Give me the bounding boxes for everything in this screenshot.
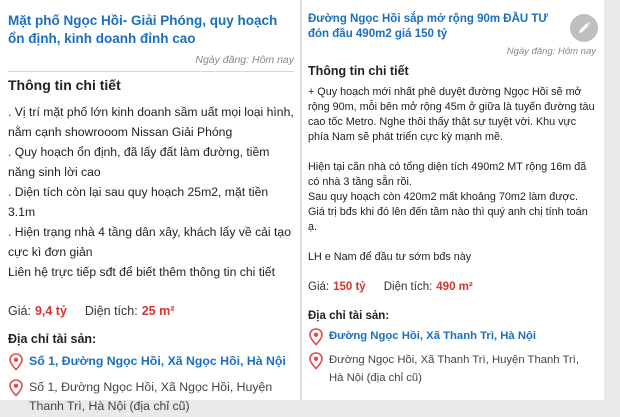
- edit-button[interactable]: [570, 14, 598, 42]
- address-heading: Địa chỉ tài sản:: [8, 332, 97, 347]
- section-title-details: Thông tin chi tiết: [308, 63, 409, 78]
- price-value: 9,4 tỷ: [34, 304, 67, 319]
- stats-row: [308, 281, 596, 293]
- description-line: Hiện tại căn nhà có tổng diện tích 490m2 MT rộng 16m đã có nhà 3 tầng sẵn rồi.: [308, 160, 587, 188]
- map-pin-icon: [308, 328, 324, 346]
- price-label: Giá:: [308, 280, 330, 293]
- address-current-text[interactable]: Đường Ngọc Hồi, Xã Thanh Trì, Hà Nội: [329, 329, 537, 342]
- map-pin-icon: [8, 379, 24, 397]
- address-old: [8, 378, 294, 417]
- description-line: . Hiện trạng nhà 4 tầng dân xây, khách lấy về cải tạo cực kì đơn giản: [8, 225, 291, 260]
- address-current-text[interactable]: Số 1, Đường Ngọc Hồi, Xã Ngọc Hồi, Hà Nội: [29, 354, 286, 369]
- map-pin-icon: [308, 352, 324, 370]
- description: [8, 102, 294, 282]
- posted-date: Ngày đăng: Hôm nay: [506, 45, 596, 57]
- description-line: LH e Nam để đầu tư sớm bđs này: [308, 250, 472, 263]
- address-old: [308, 351, 596, 387]
- description-line: . Quy hoạch ổn định, đã lấy đất làm đường, tiềm năng sinh lời cao: [8, 145, 270, 180]
- description-line: Giá trị bđs khi đó lên đến tầm nào thì quý anh chị tính toán ạ.: [308, 205, 588, 233]
- description-line: Liên hệ trực tiếp sđt để biết thêm thông tin chi tiết: [8, 265, 275, 280]
- address-old-text: Số 1, Đường Ngọc Hồi, Xã Ngọc Hồi, Huyện Thanh Trì, Hà Nội (địa chỉ cũ): [29, 379, 273, 414]
- listing-card-left[interactable]: [0, 0, 302, 414]
- page-edge: [604, 0, 620, 400]
- area-value: 490 m²: [436, 280, 473, 293]
- section-title-details: Thông tin chi tiết: [8, 77, 121, 94]
- description: [308, 85, 596, 265]
- description-line: . Vị trí mặt phố lớn kinh doanh sầm uất mọi loại hình, nằm cạnh showrooom Nissan Giải Phóng: [8, 105, 294, 140]
- price-label: Giá:: [8, 304, 31, 319]
- address-current[interactable]: [308, 327, 596, 346]
- address-heading: Địa chỉ tài sản:: [308, 309, 390, 322]
- area-label: Diện tích:: [84, 304, 138, 319]
- pencil-icon: [577, 21, 591, 35]
- description-line: . Diện tích còn lại sau quy hoạch 25m2, mặt tiền 3.1m: [8, 185, 269, 220]
- area-value: 25 m²: [141, 304, 175, 319]
- listing-title[interactable]: Đường Ngọc Hồi sắp mở rộng 90m ĐẦU TƯ đón đầu 490m2 giá 150 tỷ: [308, 13, 548, 40]
- area-label: Diện tích:: [383, 280, 433, 293]
- listing-card-right[interactable]: [300, 0, 604, 400]
- posted-date: Ngày đăng: Hôm nay: [195, 54, 294, 67]
- listing-title[interactable]: Mặt phố Ngọc Hồi- Giải Phóng, quy hoạch ổn định, kinh doanh đỉnh cao: [8, 13, 278, 46]
- map-pin-icon: [8, 353, 24, 371]
- address-current[interactable]: [8, 352, 294, 372]
- description-line: + Quy hoạch mới nhất phê duyệt đường Ngọc Hồi sẽ mở rộng 90m, mỗi bên mở rộng 45m ở giữa là tuyến đường tàu cao tốc Metro. Nghe thôi thấy thật sự tuyệt vời. Khu vực phía Nam sẽ phát triển cực kỳ mạnh mẽ.: [308, 85, 595, 143]
- price-value: 150 tỷ: [333, 280, 366, 293]
- divider: [8, 71, 294, 72]
- stats-row: [8, 304, 294, 318]
- address-old-text: Đường Ngọc Hồi, Xã Thanh Trì, Huyện Thanh Trì, Hà Nội (địa chỉ cũ): [329, 353, 580, 384]
- description-line: Sau quy hoạch còn 420m2 mất khoảng 70m2 làm được.: [308, 190, 578, 203]
